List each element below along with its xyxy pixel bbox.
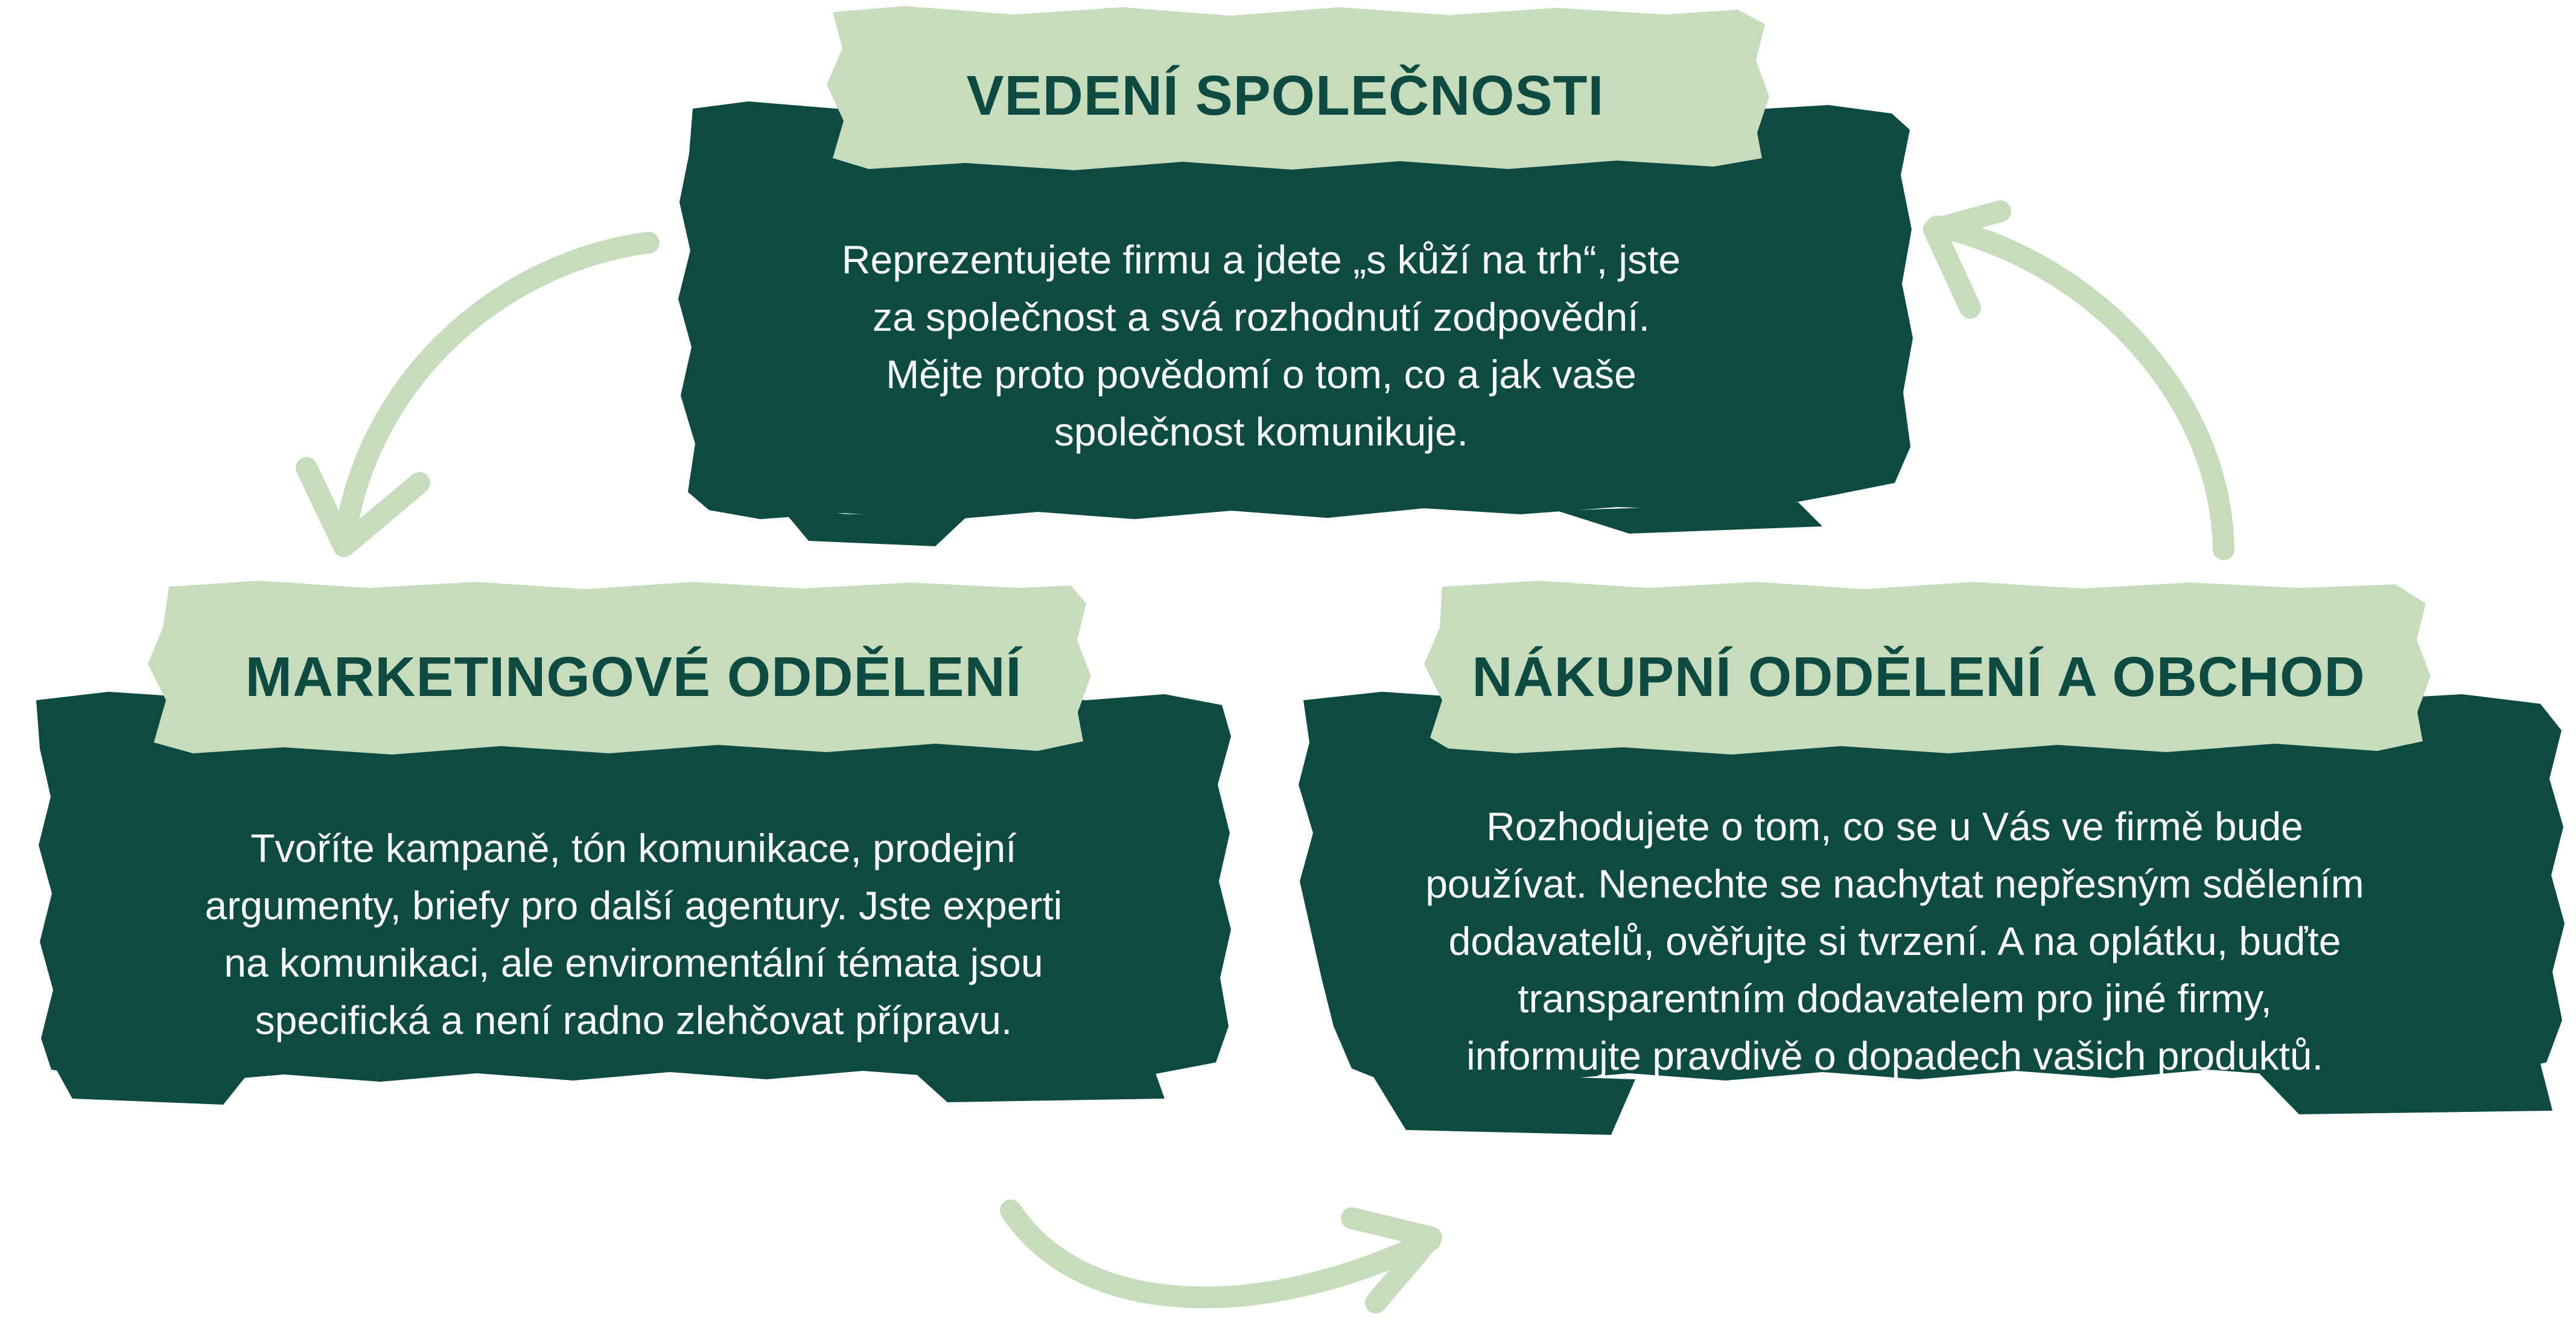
text-line: Rozhodujete o tom, co se u Vás ve firmě bude <box>1486 804 2303 849</box>
text-line: argumenty, briefy pro další agentury. Jste experti <box>205 883 1063 928</box>
arrow-top-to-left <box>284 217 670 567</box>
block-purchasing-and-sales <box>1261 579 2576 1195</box>
text-line: Tvoříte kampaně, tón komunikace, prodejní <box>250 826 1017 870</box>
heading-purchasing-and-sales: NÁKUPNÍ ODDĚLENÍ A OBCHOD <box>1472 645 2365 708</box>
text-line: Mějte proto povědomí o tom, co a jak vaše <box>886 352 1636 397</box>
text-line: specifická a není radno zlehčovat přípravu. <box>255 998 1013 1042</box>
arrow-left-to-right <box>990 1183 1472 1328</box>
text-company-leadership <box>748 231 1774 461</box>
text-purchasing-and-sales <box>1376 798 2414 1085</box>
text-line: za společnost a svá rozhodnutí zodpovědní. <box>873 295 1650 339</box>
text-line: na komunikaci, ale enviromentální témata jsou <box>224 940 1043 985</box>
text-line: transparentním dodavatelem pro jiné firmy, <box>1518 976 2272 1021</box>
heading-company-leadership: VEDENÍ SPOLEČNOSTI <box>966 64 1604 127</box>
text-line: dodavatelů, ověřujte si tvrzení. A na oplátku, buďte <box>1448 919 2341 963</box>
text-line: společnost komunikuje. <box>1054 409 1469 454</box>
heading-marketing-department: MARKETINGOVÉ ODDĚLENÍ <box>245 645 1022 708</box>
block-marketing-department <box>18 579 1249 1159</box>
text-line: Reprezentujete firmu a jdete „s kůží na trh“, jste <box>841 237 1681 282</box>
arrow-right-to-top <box>1907 193 2269 567</box>
text-marketing-department <box>121 820 1146 1049</box>
text-line: používat. Nenechte se nachytat nepřesným sdělením <box>1425 861 2364 906</box>
block-company-leadership <box>652 0 1919 561</box>
text-line: informujte pravdivě o dopadech vašich produktů. <box>1466 1033 2323 1078</box>
